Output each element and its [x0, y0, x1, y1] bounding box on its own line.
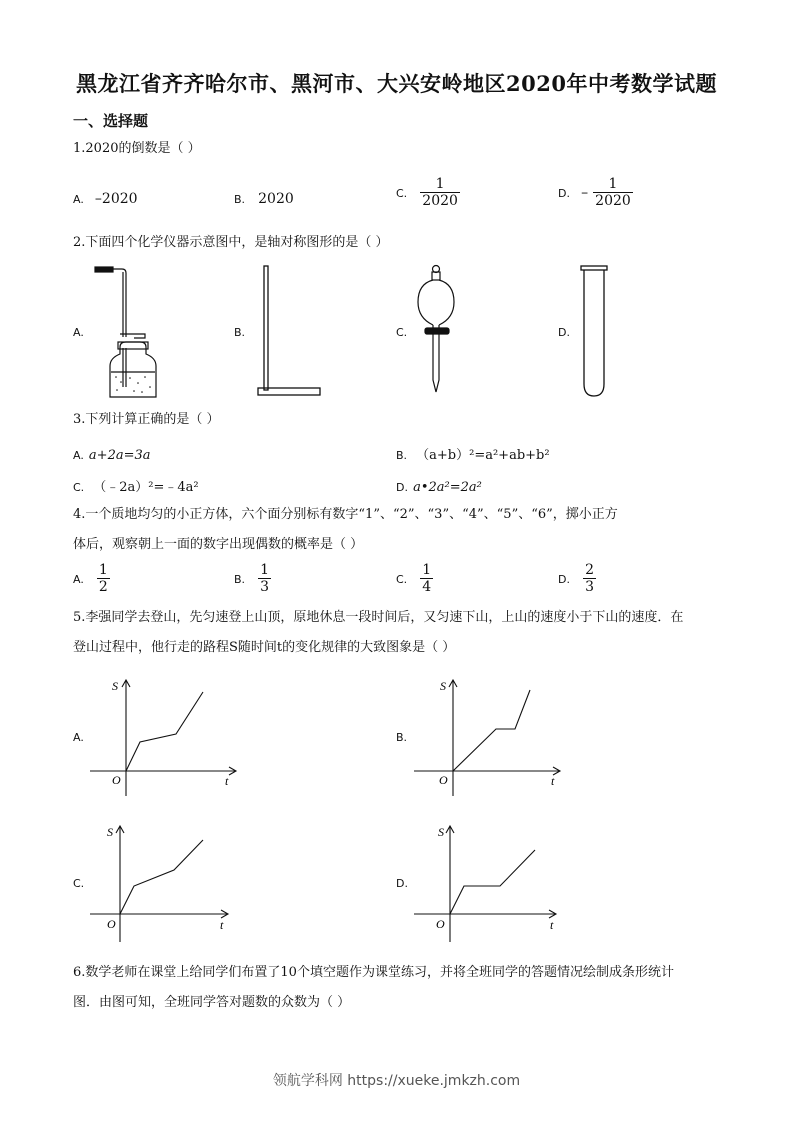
- fraction: [593, 176, 633, 209]
- separatory-funnel-icon: [408, 262, 468, 402]
- fraction: [420, 562, 433, 595]
- denominator: 3: [260, 579, 270, 595]
- option-label: B.: [234, 193, 246, 206]
- option-label: D.: [558, 187, 570, 200]
- q5-graph-b: [412, 672, 572, 797]
- q5-option-a-label[interactable]: A.: [73, 731, 84, 744]
- q3-option-d[interactable]: [396, 476, 482, 495]
- y-axis-label: S: [440, 679, 446, 693]
- fraction: [97, 562, 110, 595]
- q4-option-b[interactable]: [234, 562, 271, 595]
- origin-label: O: [439, 773, 448, 787]
- question-2-stem: 2.下面四个化学仪器示意图中，是轴对称图形的是（ ）: [73, 235, 389, 250]
- question-4-stem-line-1: 4.一个质地均匀的小正方体，六个面分别标有数字“1”、“2”、“3”、“4”、“5”、“6”，掷小正方: [73, 507, 618, 522]
- option-value: 2020: [258, 191, 294, 207]
- q4-option-c[interactable]: [396, 562, 433, 595]
- q5-option-c-label[interactable]: C.: [73, 877, 85, 890]
- q5-graph-a: [88, 672, 248, 797]
- numerator: 2: [585, 562, 594, 578]
- option-value: （﹣2a）²=﹣4a²: [93, 480, 199, 495]
- question-6-stem-line-1: 6.数学老师在课堂上给同学们布置了10个填空题作为课堂练习，并将全班同学的答题情况绘制成条形统计: [73, 965, 674, 980]
- question-3-stem: 3.下列计算正确的是（ ）: [73, 412, 220, 427]
- q5-graph-d: [412, 818, 572, 943]
- q1-option-b[interactable]: [234, 188, 294, 207]
- q2-option-d-label[interactable]: D.: [558, 326, 570, 339]
- numerator: 1: [260, 562, 270, 578]
- origin-label: O: [112, 773, 121, 787]
- option-value: a+2a=3a: [88, 448, 151, 463]
- numerator: 1: [422, 562, 432, 578]
- y-axis-label: S: [112, 679, 118, 693]
- q5-graph-c: [88, 818, 248, 943]
- option-label: B.: [234, 573, 246, 586]
- x-axis-label: t: [550, 918, 554, 932]
- q5-option-b-label[interactable]: B.: [396, 731, 408, 744]
- page-title: 黑龙江省齐齐哈尔市、黑河市、大兴安岭地区2020年中考数学试题: [76, 71, 717, 96]
- question-4-stem-line-2: 体后，观察朝上一面的数字出现偶数的概率是（ ）: [73, 537, 364, 552]
- option-label: C.: [396, 573, 408, 586]
- gas-washing-bottle-icon: [90, 262, 165, 402]
- option-value: （a+b）²=a²+ab+b²: [416, 448, 550, 463]
- option-value: –2020: [94, 191, 138, 207]
- fraction: [420, 176, 460, 209]
- origin-label: O: [107, 917, 116, 931]
- option-label: A.: [73, 449, 84, 462]
- option-value: a•2a²=2a²: [413, 480, 482, 495]
- q1-option-d[interactable]: [558, 176, 633, 209]
- option-label: D.: [558, 573, 570, 586]
- numerator: 1: [98, 562, 108, 578]
- fraction: [258, 562, 271, 595]
- option-label: D.: [396, 481, 408, 494]
- y-axis-label: S: [438, 825, 444, 839]
- numerator: 1: [608, 176, 618, 192]
- option-label: C.: [396, 187, 408, 200]
- question-1-stem: 1.2020的倒数是（ ）: [73, 141, 201, 156]
- option-label: B.: [396, 449, 408, 462]
- x-axis-label: t: [225, 774, 229, 788]
- denominator: 4: [422, 579, 432, 595]
- denominator: 2: [98, 579, 108, 595]
- denominator: 2020: [595, 193, 631, 209]
- question-6-stem-line-2: 图．由图可知，全班同学答对题数的众数为（ ）: [73, 995, 351, 1010]
- footer-watermark: 领航学科网 https://xueke.jmkzh.com: [272, 1073, 521, 1089]
- q3-option-a[interactable]: [73, 444, 151, 463]
- question-5-stem-line-1: 5.李强同学去登山，先匀速登上山顶，原地休息一段时间后，又匀速下山，上山的速度小于下山的速度．在: [73, 610, 684, 625]
- section-title: 一、选择题: [73, 112, 149, 130]
- q3-option-b[interactable]: [396, 444, 550, 463]
- option-label: C.: [73, 481, 85, 494]
- fraction: [583, 562, 596, 595]
- denominator: 2020: [422, 193, 458, 209]
- q1-option-c[interactable]: [396, 176, 460, 209]
- q2-option-c-label[interactable]: C.: [396, 326, 408, 339]
- minus-sign: –: [581, 184, 589, 201]
- denominator: 3: [585, 579, 594, 595]
- option-label: A.: [73, 193, 84, 206]
- q2-option-b-label[interactable]: B.: [234, 326, 246, 339]
- x-axis-label: t: [551, 774, 555, 788]
- q4-option-a[interactable]: [73, 562, 110, 595]
- q3-option-c[interactable]: [73, 476, 199, 495]
- q2-option-a-label[interactable]: A.: [73, 326, 84, 339]
- question-5-stem-line-2: 登山过程中，他行走的路程S随时间t的变化规律的大致图象是（ ）: [73, 640, 456, 655]
- q5-option-d-label[interactable]: D.: [396, 877, 408, 890]
- q1-option-a[interactable]: [73, 188, 138, 207]
- origin-label: O: [436, 917, 445, 931]
- q4-option-d[interactable]: [558, 562, 596, 595]
- y-axis-label: S: [107, 825, 113, 839]
- iron-stand-icon: [250, 262, 330, 402]
- test-tube-icon: [575, 262, 615, 402]
- option-label: A.: [73, 573, 84, 586]
- numerator: 1: [435, 176, 445, 192]
- x-axis-label: t: [220, 918, 224, 932]
